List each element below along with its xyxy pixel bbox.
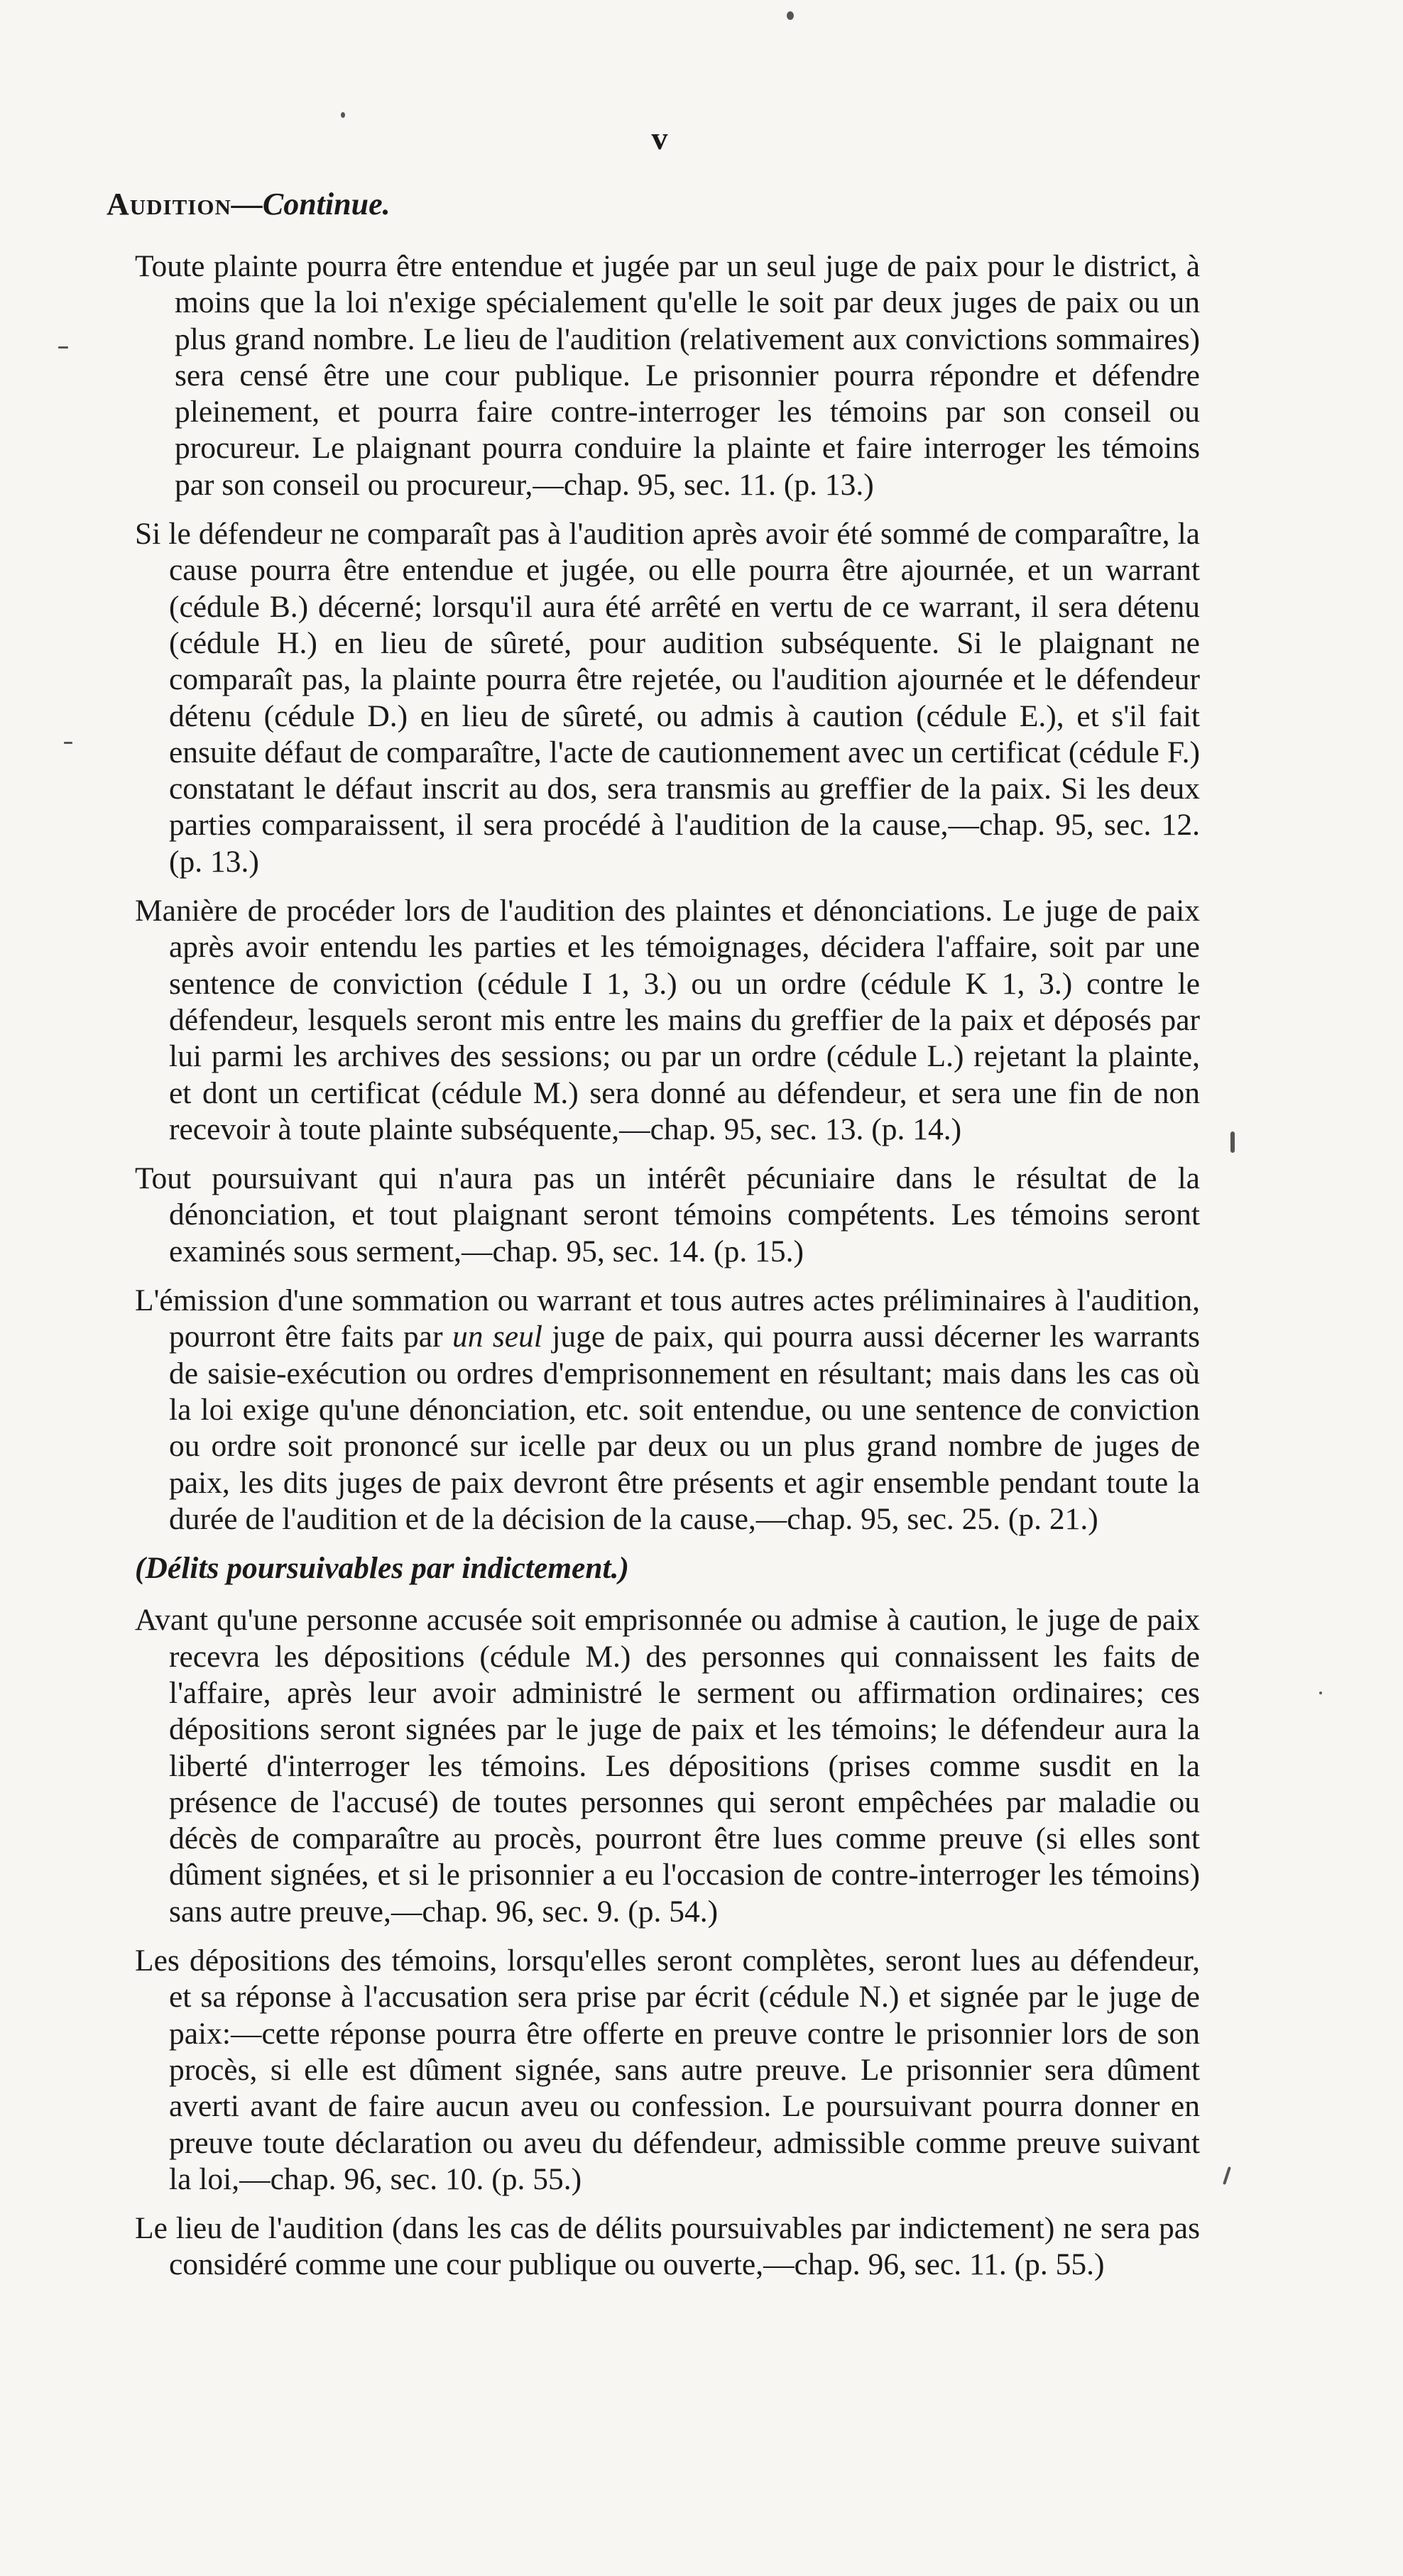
- paragraph-5: [135, 1283, 1200, 1538]
- paragraph-5-text-a: L'émission d'une sommation ou warrant et tous autres actes préliminaires à l'audition, pourront être faits par: [135, 1283, 1200, 1354]
- paragraph-3: Manière de procéder lors de l'audition des plaintes et dénonciations. Le juge de paix après avoir entendu les parties et les témoignages, décidera l'affaire, soit par une sentence de conviction (cédule I 1, 3.) ou un ordre (cédule K 1, 3.) contre le défendeur, lesquels seront mis entre les mains du greffier de la paix et déposés par lui parmi les archives des sessions; ou par un ordre (cédule L.) rejetant la plainte, et dont un certificat (cédule M.) sera donné au défendeur, et sera une fin de non recevoir à toute plainte subséquente,—chap. 95, sec. 13. (p. 14.): [135, 894, 1200, 1146]
- paragraph-5-text-b: juge de paix, qui pourra aussi décerner les warrants de saisie-exécution ou ordres d'emprisonnement en résultant; mais dans les cas où la loi exige qu'une dénonciation, etc. soit entendue, ou une sentence de conviction ou ordre soit prononcé sur icelle par deux ou un plus grand nombre de juges de paix, les dits juges de paix devront être présents et agir ensemble pendant toute la durée de l'audition et de la décision de la cause,—chap. 95, sec. 25. (p. 21.): [169, 1320, 1201, 1536]
- running-head: [107, 186, 391, 222]
- body-text: [135, 248, 1200, 2296]
- paragraph-8: Le lieu de l'audition (dans les cas de délits poursuivables par indictement) ne sera pas considéré comme une cour publique ou ouverte,—chap. 96, sec. 11. (p. 55.): [135, 2211, 1200, 2282]
- scan-speck: [341, 112, 345, 118]
- scan-speck: [58, 346, 68, 349]
- scan-speck: [787, 11, 794, 20]
- section-subheading: (Délits poursuivables par indictement.): [135, 1551, 629, 1586]
- page-number: v: [651, 120, 670, 156]
- scan-speck: [64, 742, 72, 744]
- paragraph-2: Si le défendeur ne comparaît pas à l'audition après avoir été sommé de comparaître, la cause pourra être entendue et jugée, ou elle pourra être ajournée, et un warrant (cédule B.) décerné; lorsqu'il aura été arrêté en vertu de ce warrant, il sera détenu (cédule H.) en lieu de sûreté, pour audition subséquente. Si le plaignant ne comparaît pas, la plainte pourra être rejetée, ou l'audition ajournée et le défendeur détenu (cédule D.) en lieu de sûreté, ou admis à caution (cédule E.), et s'il fait ensuite défaut de comparaître, l'acte de cautionnement avec un certificat (cédule F.) constatant le défaut inscrit au dos, sera transmis au greffier de la paix. Si les deux parties comparaissent, il sera procédé à l'audition de la cause,—chap. 95, sec. 12. (p. 13.): [135, 517, 1200, 879]
- paragraph-7: Les dépositions des témoins, lorsqu'elles seront complètes, seront lues au défendeur, et sa réponse à l'accusation sera prise par écrit (cédule N.) et signée par le juge de paix:—cette réponse pourra être offerte en preuve contre le prisonnier lors de son procès, si elle est dûment signée, sans autre preuve. Le prisonnier sera dûment averti avant de faire aucun aveu ou confession. Le poursuivant pourra donner en preuve toute déclaration ou aveu du défendeur, admissible comme preuve suivant la loi,—chap. 96, sec. 10. (p. 55.): [135, 1944, 1200, 2196]
- scan-speck: [1223, 2166, 1231, 2185]
- paragraph-6: Avant qu'une personne accusée soit emprisonnée ou admise à caution, le juge de paix recevra les dépositions (cédule M.) des personnes qui connaissent les faits de l'affaire, après leur avoir administré le serment ou affirmation ordinaires; ces dépositions seront signées par le juge de paix et les témoins; le défendeur aura la liberté d'interroger les témoins. Les dépositions (prises comme susdit en la présence de l'accusé) de toutes personnes qui seront empêchées par maladie ou décès de comparaître au procès, pourront être lues comme preuve (si elles sont dûment signées, et si le prisonnier a eu l'occasion de contre-interroger les témoins) sans autre preuve,—chap. 96, sec. 9. (p. 54.): [135, 1603, 1200, 1929]
- running-head-continued: —Continue.: [231, 187, 391, 221]
- scan-speck: [1319, 1692, 1322, 1694]
- scan-speck: [1230, 1131, 1235, 1153]
- paragraph-4: Tout poursuivant qui n'aura pas un intérêt pécuniaire dans le résultat de la dénonciation, et tout plaignant seront témoins compétents. Les témoins seront examinés sous serment,—chap. 95, sec. 14. (p. 15.): [135, 1161, 1200, 1268]
- running-head-section: Audition: [107, 187, 231, 221]
- paragraph-1: Toute plainte pourra être entendue et jugée par un seul juge de paix pour le district, à moins que la loi n'exige spécialement qu'elle le soit par deux juges de paix ou un plus grand nombre. Le lieu de l'audition (relativement aux convictions sommaires) sera censé être une cour publique. Le prisonnier pourra répondre et défendre pleinement, et pourra faire contre-interroger les témoins par son conseil ou procureur. Le plaignant pourra conduire la plainte et faire interroger les témoins par son conseil ou procureur,—chap. 95, sec. 11. (p. 13.): [135, 249, 1200, 502]
- paragraph-5-emphasis: un seul: [452, 1320, 542, 1354]
